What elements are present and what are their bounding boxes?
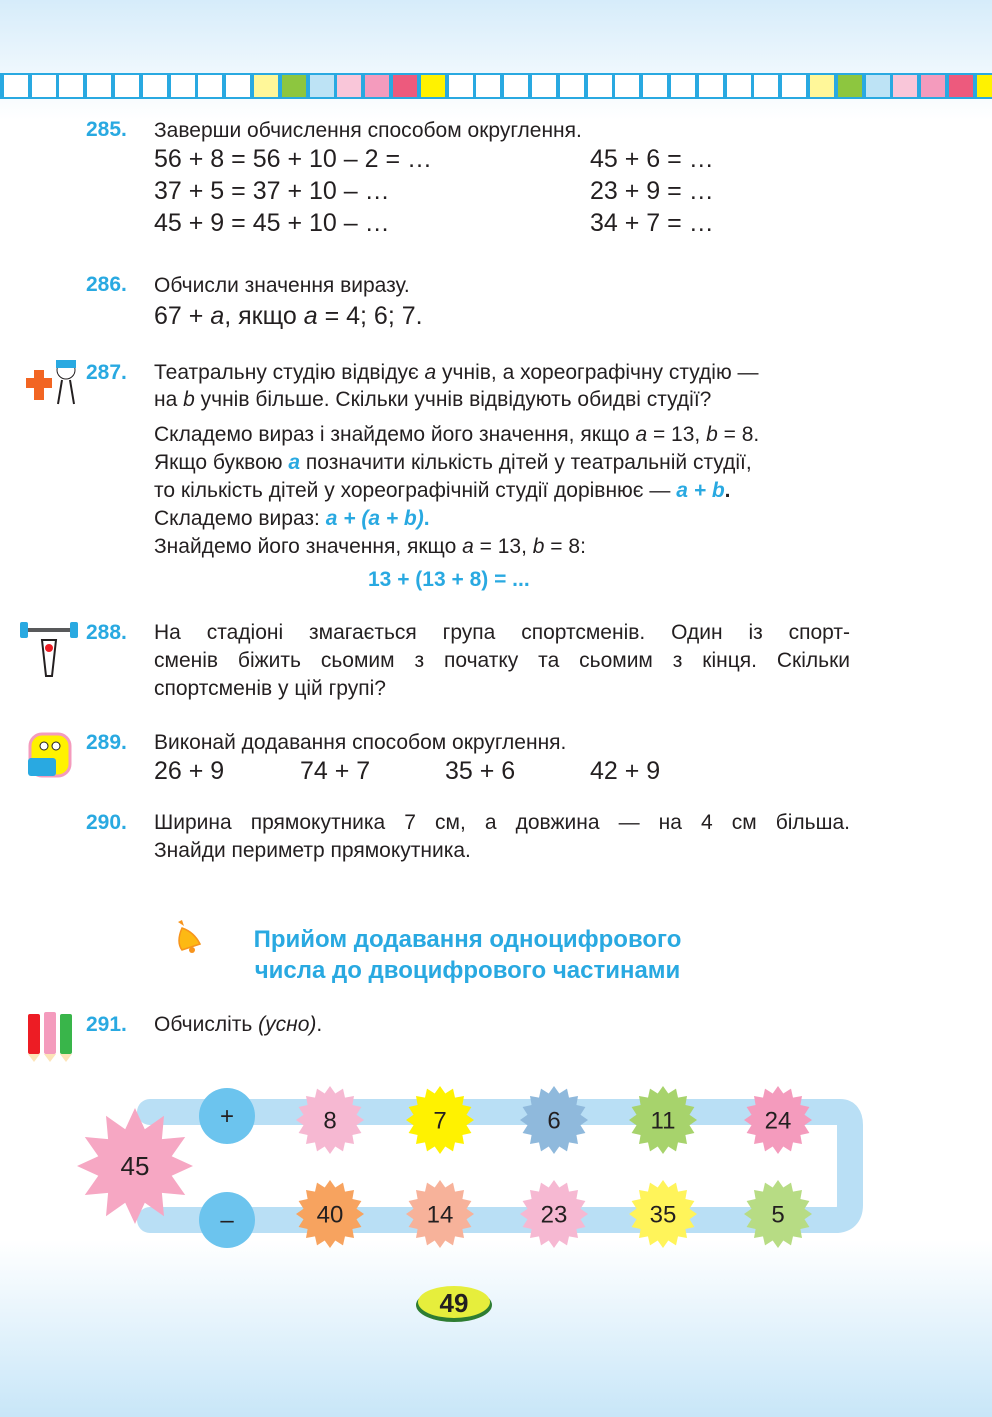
expression: 37 + 5 = 37 + 10 – … — [154, 177, 390, 205]
exercise-line: спортсменів у цій групі? — [154, 677, 386, 700]
star-label: 40 — [316, 1201, 344, 1229]
exercise-text: Виконай додавання способом округлення. — [154, 731, 567, 754]
star-label: 45 — [120, 1151, 150, 1182]
result-expression: 13 + (13 + 8) = ... — [368, 568, 530, 591]
exercise-text: Обчисліть (усно). — [154, 1013, 323, 1036]
exercise-line: Ширина прямокутника 7 см, а довжина — на 4 см більша. — [154, 811, 850, 834]
exercise-line: Театральну студію відвідує а учнів, а хореографічну студію — — [154, 361, 759, 384]
star-label: 6 — [547, 1107, 561, 1135]
star-label: 5 — [771, 1201, 785, 1229]
top-row-star — [296, 1086, 364, 1154]
top-row-star — [744, 1086, 812, 1154]
star-label: 7 — [433, 1107, 447, 1135]
page-number-badge — [414, 1283, 494, 1323]
top-row-star — [520, 1086, 588, 1154]
exercise-number: 291. — [86, 1013, 127, 1036]
exercise-number: 289. — [86, 731, 127, 754]
expression: 34 + 7 = … — [590, 209, 714, 237]
exercise-line: на b учнів більше. Скільки учнів відвідують обидві студії? — [154, 388, 712, 411]
star-label: 35 — [649, 1201, 677, 1229]
expression: 23 + 9 = … — [590, 177, 714, 205]
exercise-number: 290. — [86, 811, 127, 834]
expression: 35 + 6 — [445, 757, 516, 785]
star-label: 23 — [540, 1201, 568, 1229]
top-row-star — [629, 1086, 697, 1154]
expression: 56 + 8 = 56 + 10 – 2 = … — [154, 145, 432, 173]
star-label: 14 — [426, 1201, 454, 1229]
expression: 42 + 9 — [590, 757, 661, 785]
star-label: 11 — [650, 1107, 676, 1135]
exercise-line: Знайди периметр прямокутника. — [154, 839, 471, 862]
bottom-row-star — [406, 1180, 474, 1248]
expression: 67 + а, якщо а = 4; 6; 7. — [154, 302, 423, 330]
exercise-line: Знайдемо його значення, якщо а = 13, b = 8: — [154, 535, 586, 558]
start-star-shape — [77, 1108, 193, 1224]
bottom-row-star — [296, 1180, 364, 1248]
expression: 74 + 7 — [300, 757, 371, 785]
exercise-number: 285. — [86, 118, 127, 141]
exercise-line: На стадіоні змагається група спортсменів. Один із спорт- — [154, 621, 850, 644]
bottom-row-star — [629, 1180, 697, 1248]
chain-track — [150, 1112, 850, 1220]
bottom-row-star — [744, 1180, 812, 1248]
start-star — [77, 1108, 193, 1224]
exercise-line: то кількість дітей у хореографічній студії дорівнює — a + b. — [154, 479, 731, 502]
exercise-text: Заверши обчислення способом округлення. — [154, 119, 582, 142]
plus-sign: + — [219, 1103, 235, 1130]
top-row-star — [406, 1086, 474, 1154]
star-label: 24 — [764, 1107, 792, 1135]
section-heading: Прийом додавання одноцифрового числа до двоцифрового частинами — [253, 926, 682, 984]
exercise-number: 288. — [86, 621, 127, 644]
exercise-line: сменів біжить сьомим з початку та сьомим з кінця. Скільки — [154, 649, 850, 672]
expression: 45 + 6 = … — [590, 145, 714, 173]
exercise-line: Складемо вираз: a + (a + b). — [154, 507, 430, 530]
exercise-number: 287. — [86, 361, 127, 384]
expression: 26 + 9 — [154, 757, 225, 785]
bottom-row-star — [520, 1180, 588, 1248]
exercise-number: 286. — [86, 273, 127, 296]
star-label: 8 — [323, 1107, 337, 1135]
exercise-line: Складемо вираз і знайдемо його значення, якщо а = 13, b = 8. — [154, 423, 760, 446]
minus-sign: – — [220, 1207, 234, 1234]
expression: 45 + 9 = 45 + 10 – … — [154, 209, 390, 237]
exercise-text: Обчисли значення виразу. — [154, 274, 410, 297]
page-number: 49 — [439, 1288, 469, 1318]
exercise-line: Якщо буквою а позначити кількість дітей у театральній студії, — [154, 451, 752, 474]
